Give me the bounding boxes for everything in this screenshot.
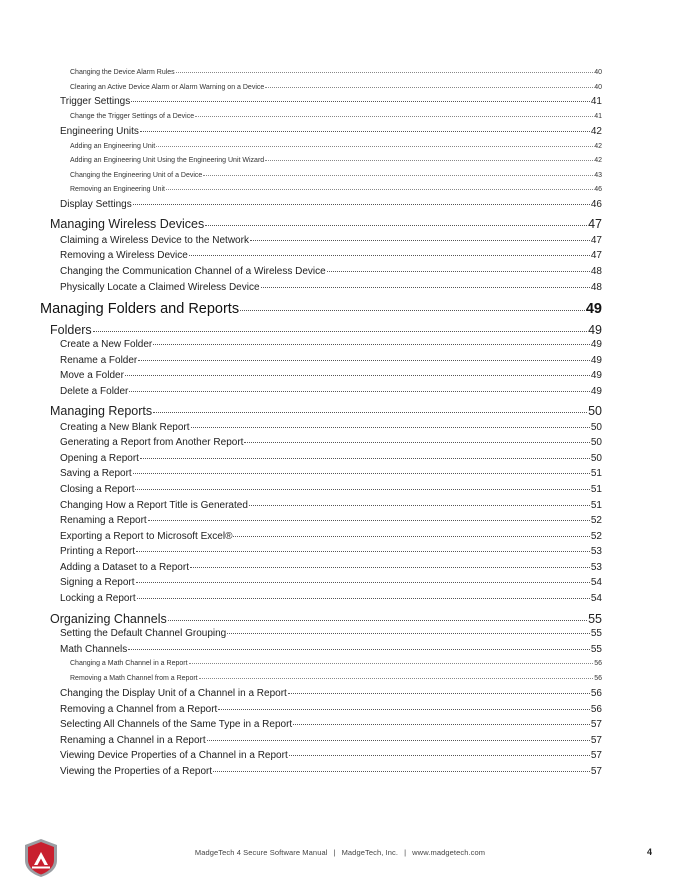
- toc-entry-level-2[interactable]: [60, 736, 602, 746]
- toc-dot-leader: [137, 598, 590, 599]
- toc-entry-level-2[interactable]: [60, 689, 602, 699]
- toc-entry-title: Rename a Folder: [60, 355, 138, 366]
- toc-entry-title: Setting the Default Channel Grouping: [60, 628, 227, 639]
- toc-entry-title: Locking a Report: [60, 593, 136, 604]
- toc-entry-title: Changing the Engineering Unit of a Device: [70, 172, 203, 179]
- toc-dot-leader: [135, 489, 589, 490]
- toc-page-number: 49: [590, 386, 602, 397]
- toc-page-number: 51: [590, 468, 602, 479]
- toc-entry-title: Display Settings: [60, 199, 132, 210]
- toc-entry-level-2[interactable]: [60, 629, 602, 639]
- toc-page-number: 48: [590, 282, 602, 293]
- footer-company: MadgeTech, Inc.: [341, 848, 399, 857]
- toc-page-number: 46: [590, 199, 602, 210]
- toc-entry-level-2[interactable]: [60, 438, 602, 448]
- toc-page-number: 56: [594, 675, 602, 682]
- toc-dot-leader: [195, 116, 593, 117]
- toc-entry-level-2[interactable]: [60, 423, 602, 433]
- toc-entry-level-2[interactable]: [60, 532, 602, 542]
- toc-dot-leader: [140, 458, 590, 459]
- toc-dot-leader: [205, 225, 587, 226]
- toc-entry-level-2[interactable]: [60, 127, 602, 137]
- toc-entry-title: Creating a New Blank Report: [60, 422, 190, 433]
- toc-entry-title: Folders: [50, 323, 92, 337]
- toc-dot-leader: [136, 551, 590, 552]
- toc-page-number: 56: [590, 704, 602, 715]
- toc-page-number: 49: [590, 339, 602, 350]
- toc-page-number: 42: [590, 126, 602, 137]
- toc-entry-level-2[interactable]: [60, 454, 602, 464]
- toc-entry-level-2[interactable]: [60, 371, 602, 381]
- toc-dot-leader: [250, 240, 590, 241]
- toc-dot-leader: [233, 536, 589, 537]
- toc-page-number: 50: [588, 404, 602, 418]
- toc-entry-title: Selecting All Channels of the Same Type in a Report: [60, 719, 293, 730]
- toc-entry-level-2[interactable]: [60, 236, 602, 246]
- toc-dot-leader: [133, 473, 590, 474]
- toc-entry-title: Closing a Report: [60, 484, 135, 495]
- toc-page-number: 48: [590, 266, 602, 277]
- toc-page-number: 49: [588, 323, 602, 337]
- toc-entry-level-1[interactable]: [50, 613, 602, 626]
- toc-entry-level-1[interactable]: [50, 218, 602, 231]
- toc-page-number: 49: [590, 370, 602, 381]
- footer-separator: |: [333, 848, 336, 857]
- toc-page-number: 50: [590, 422, 602, 433]
- toc-page-number: 56: [594, 660, 602, 667]
- toc-page-number: 42: [594, 143, 602, 150]
- toc-entry-level-3[interactable]: [70, 186, 602, 193]
- toc-entry-title: Physically Locate a Claimed Wireless Device: [60, 282, 260, 293]
- toc-dot-leader: [218, 709, 590, 710]
- toc-entry-title: Viewing Device Properties of a Channel in a Report: [60, 750, 288, 761]
- toc-entry-title: Organizing Channels: [50, 612, 167, 626]
- toc-entry-title: Clearing an Active Device Alarm or Alarm Warning on a Device: [70, 84, 265, 91]
- toc-entry-level-1[interactable]: [50, 324, 602, 337]
- toc-dot-leader: [176, 72, 594, 73]
- toc-entry-title: Removing a Math Channel from a Report: [70, 675, 198, 682]
- toc-page-number: 53: [590, 546, 602, 557]
- toc-page-number: 47: [588, 217, 602, 231]
- toc-entry-level-3[interactable]: [70, 69, 602, 76]
- toc-entry-level-2[interactable]: [60, 340, 602, 350]
- toc-entry-title: Managing Wireless Devices: [50, 217, 205, 231]
- toc-dot-leader: [153, 412, 587, 413]
- toc-entry-level-2[interactable]: [60, 251, 602, 261]
- toc-page-number: 54: [590, 577, 602, 588]
- toc-entry-title: Managing Reports: [50, 404, 153, 418]
- toc-entry-level-2[interactable]: [60, 563, 602, 573]
- toc-entry-level-2[interactable]: [60, 547, 602, 557]
- toc-entry-level-3[interactable]: [70, 157, 602, 164]
- toc-dot-leader: [265, 160, 593, 161]
- toc-dot-leader: [249, 505, 590, 506]
- page-footer: [0, 838, 680, 878]
- toc-entry-title: Exporting a Report to Microsoft Excel®: [60, 531, 233, 542]
- toc-page-number: 42: [594, 157, 602, 164]
- toc-dot-leader: [133, 204, 590, 205]
- toc-page-number: 55: [588, 612, 602, 626]
- footer-text: [0, 848, 680, 857]
- footer-website-link[interactable]: www.madgetech.com: [412, 848, 486, 857]
- toc-page-number: 53: [590, 562, 602, 573]
- toc-page-number: 50: [590, 437, 602, 448]
- toc-page-number: 57: [590, 750, 602, 761]
- toc-entry-level-2[interactable]: [60, 267, 602, 277]
- toc-page-number: 51: [590, 500, 602, 511]
- toc-page-number: 55: [590, 628, 602, 639]
- toc-dot-leader: [227, 633, 590, 634]
- toc-entry-title: Adding an Engineering Unit Using the Engineering Unit Wizard: [70, 157, 265, 164]
- toc-dot-leader: [207, 740, 590, 741]
- toc-entry-level-2[interactable]: [60, 501, 602, 511]
- toc-page-number: 57: [590, 735, 602, 746]
- toc-entry-level-1[interactable]: [50, 405, 602, 418]
- footer-separator: |: [404, 848, 407, 857]
- toc-dot-leader: [199, 678, 594, 679]
- toc-entry-title: Changing a Math Channel in a Report: [70, 660, 188, 667]
- toc-entry-level-2[interactable]: [60, 516, 602, 526]
- toc-dot-leader: [189, 255, 590, 256]
- toc-entry-level-0[interactable]: [40, 302, 602, 317]
- toc-dot-leader: [191, 427, 590, 428]
- toc-dot-leader: [129, 391, 590, 392]
- toc-page-number: 57: [590, 719, 602, 730]
- toc-page-number: 40: [594, 69, 602, 76]
- toc-entry-level-2[interactable]: [60, 751, 602, 761]
- toc-dot-leader: [131, 101, 590, 102]
- toc-entry-title: Viewing the Properties of a Report: [60, 766, 213, 777]
- toc-entry-level-2[interactable]: [60, 705, 602, 715]
- toc-dot-leader: [125, 375, 590, 376]
- toc-entry-level-3[interactable]: [70, 113, 602, 120]
- toc-dot-leader: [288, 693, 590, 694]
- toc-page-number: 43: [594, 172, 602, 179]
- toc-entry-level-2[interactable]: [60, 645, 602, 655]
- toc-entry-level-2[interactable]: [60, 283, 602, 293]
- toc-dot-leader: [244, 442, 589, 443]
- toc-dot-leader: [189, 663, 594, 664]
- toc-entry-level-2[interactable]: [60, 594, 602, 604]
- toc-entry-title: Renaming a Channel in a Report: [60, 735, 206, 746]
- toc-entry-title: Generating a Report from Another Report: [60, 437, 244, 448]
- toc-entry-title: Changing the Communication Channel of a Wireless Device: [60, 266, 326, 277]
- toc-page-number: 55: [590, 644, 602, 655]
- toc-entry-level-2[interactable]: [60, 578, 602, 588]
- toc-entry-title: Signing a Report: [60, 577, 135, 588]
- toc-page-number: 41: [590, 96, 602, 107]
- toc-entry-title: Changing the Display Unit of a Channel in a Report: [60, 688, 287, 699]
- toc-dot-leader: [156, 146, 593, 147]
- toc-entry-title: Move a Folder: [60, 370, 124, 381]
- toc-page-number: 56: [590, 688, 602, 699]
- toc-dot-leader: [213, 771, 590, 772]
- toc-page-number: 49: [585, 301, 602, 317]
- toc-page-number: 52: [590, 515, 602, 526]
- toc-entry-level-3[interactable]: [70, 675, 602, 682]
- toc-dot-leader: [261, 287, 590, 288]
- toc-entry-title: Trigger Settings: [60, 96, 131, 107]
- toc-dot-leader: [148, 520, 590, 521]
- madgetech-logo-icon: [23, 838, 59, 878]
- toc-dot-leader: [93, 331, 587, 332]
- toc-entry-level-2[interactable]: [60, 200, 602, 210]
- toc-page-number: 41: [594, 113, 602, 120]
- toc-page-number: 50: [590, 453, 602, 464]
- toc-entry-title: Saving a Report: [60, 468, 132, 479]
- toc-entry-title: Delete a Folder: [60, 386, 129, 397]
- toc-entry-title: Engineering Units: [60, 126, 139, 137]
- toc-dot-leader: [293, 724, 590, 725]
- toc-entry-title: Math Channels: [60, 644, 128, 655]
- toc-entry-level-3[interactable]: [70, 143, 602, 150]
- toc-entry-title: Changing How a Report Title is Generated: [60, 500, 248, 511]
- toc-page-number: 57: [590, 766, 602, 777]
- toc-entry-title: Adding an Engineering Unit: [70, 143, 156, 150]
- toc-entry-level-2[interactable]: [60, 720, 602, 730]
- toc-dot-leader: [265, 87, 593, 88]
- toc-entry-level-2[interactable]: [60, 485, 602, 495]
- toc-entry-title: Change the Trigger Settings of a Device: [70, 113, 195, 120]
- toc-entry-title: Removing an Engineering Unit: [70, 186, 165, 193]
- toc-page-number: 49: [590, 355, 602, 366]
- toc-entry-title: Adding a Dataset to a Report: [60, 562, 189, 573]
- page-number: 4: [646, 847, 652, 857]
- toc-entry-title: Printing a Report: [60, 546, 136, 557]
- toc-entry-level-2[interactable]: [60, 767, 602, 777]
- toc-page-number: 40: [594, 84, 602, 91]
- toc-page-number: 47: [590, 235, 602, 246]
- toc-dot-leader: [240, 310, 585, 311]
- toc-page-number: 47: [590, 250, 602, 261]
- toc-page-number: 51: [590, 484, 602, 495]
- toc-page-number: 52: [590, 531, 602, 542]
- footer-manual-title: MadgeTech 4 Secure Software Manual: [194, 848, 328, 857]
- toc-dot-leader: [168, 620, 587, 621]
- toc-entry-title: Create a New Folder: [60, 339, 153, 350]
- toc-dot-leader: [153, 344, 590, 345]
- toc-dot-leader: [136, 582, 590, 583]
- toc-dot-leader: [138, 360, 590, 361]
- toc-entry-level-3[interactable]: [70, 172, 602, 179]
- toc-entry-title: Managing Folders and Reports: [40, 301, 240, 317]
- toc-entry-level-2[interactable]: [60, 97, 602, 107]
- toc-entry-title: Removing a Wireless Device: [60, 250, 188, 261]
- toc-entry-level-2[interactable]: [60, 387, 602, 397]
- toc-entry-title: Claiming a Wireless Device to the Network: [60, 235, 249, 246]
- toc-dot-leader: [128, 649, 590, 650]
- toc-dot-leader: [203, 175, 593, 176]
- toc-dot-leader: [289, 755, 590, 756]
- toc-dot-leader: [140, 131, 590, 132]
- toc-page-number: 46: [594, 186, 602, 193]
- toc-page-number: 54: [590, 593, 602, 604]
- toc-entry-level-2[interactable]: [60, 356, 602, 366]
- toc-entry-level-2[interactable]: [60, 469, 602, 479]
- toc-entry-title: Removing a Channel from a Report: [60, 704, 218, 715]
- toc-entry-title: Changing the Device Alarm Rules: [70, 69, 175, 76]
- toc-dot-leader: [166, 189, 593, 190]
- toc-dot-leader: [327, 271, 590, 272]
- toc-entry-title: Renaming a Report: [60, 515, 147, 526]
- toc-entry-level-3[interactable]: [70, 84, 602, 91]
- toc-dot-leader: [190, 567, 590, 568]
- toc-entry-level-3[interactable]: [70, 660, 602, 667]
- toc-entry-title: Opening a Report: [60, 453, 139, 464]
